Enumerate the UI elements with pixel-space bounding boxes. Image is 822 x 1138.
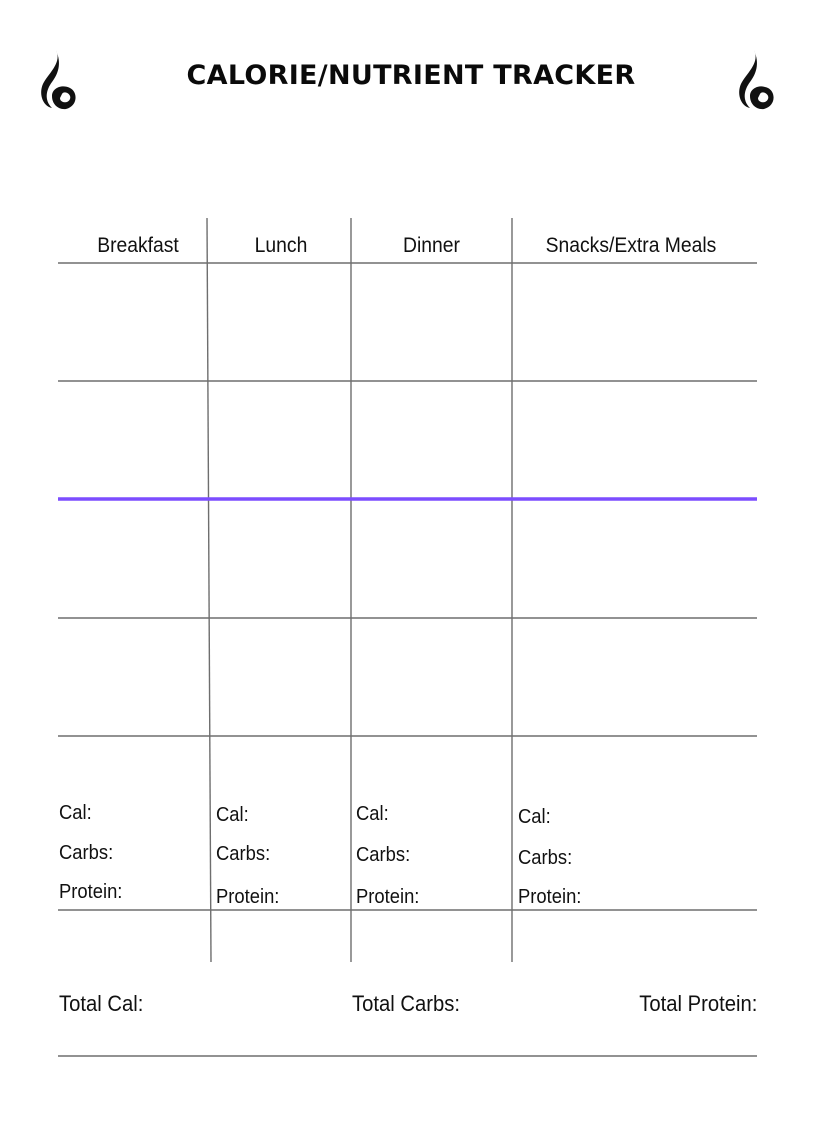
column-header-breakfast: Breakfast xyxy=(97,234,179,257)
column-header-lunch: Lunch xyxy=(254,234,308,257)
snacks-protein-label: Protein: xyxy=(518,886,582,908)
dinner-carbs-label: Carbs: xyxy=(356,844,411,866)
snacks-cal-label: Cal: xyxy=(518,806,551,828)
column-header-snacks: Snacks/Extra Meals xyxy=(545,234,717,257)
lunch-carbs-label: Carbs: xyxy=(216,843,271,865)
breakfast-protein-label: Protein: xyxy=(59,881,123,903)
page-title: CALORIE/NUTRIENT TRACKER xyxy=(186,60,636,91)
lunch-cal-label: Cal: xyxy=(216,804,249,826)
total-protein-label: Total Protein: xyxy=(638,991,757,1016)
lunch-protein-label: Protein: xyxy=(216,886,280,908)
dinner-cal-label: Cal: xyxy=(356,803,389,825)
breakfast-carbs-label: Carbs: xyxy=(59,842,114,864)
total-carbs-label: Total Carbs: xyxy=(352,991,460,1016)
column-divider xyxy=(207,218,211,962)
dinner-protein-label: Protein: xyxy=(356,886,420,908)
breakfast-cal-label: Cal: xyxy=(59,802,92,824)
total-cal-label: Total Cal: xyxy=(59,991,144,1016)
column-header-dinner: Dinner xyxy=(403,234,460,257)
snacks-carbs-label: Carbs: xyxy=(518,847,573,869)
